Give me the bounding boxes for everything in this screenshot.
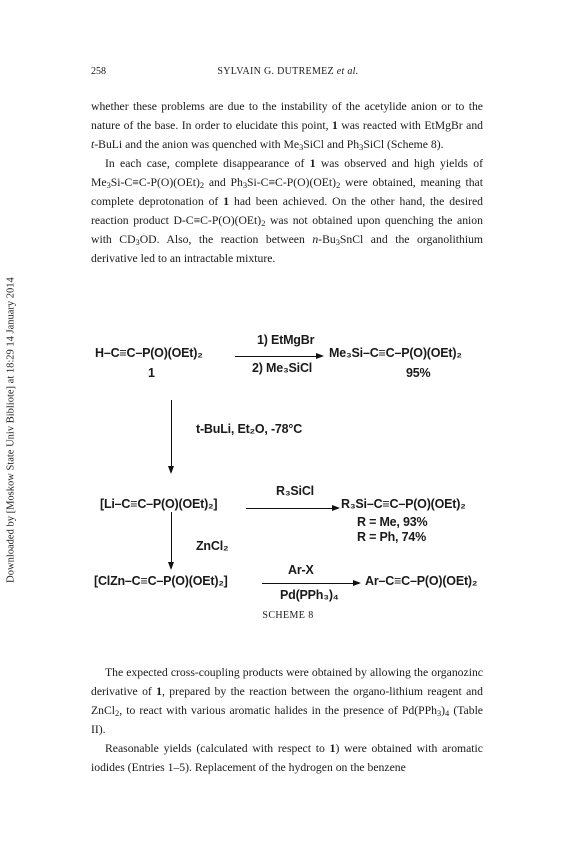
compound-label-1: 1 xyxy=(148,366,155,380)
vert1-reagent: t-BuLi, Et₂O, -78°C xyxy=(196,422,303,436)
row3-product: Ar–C≡C–P(O)(OEt)₂ xyxy=(365,574,478,588)
row2-reactant: [Li–C≡C–P(O)(OEt)₂] xyxy=(100,497,218,511)
download-notice: Downloaded by [Moskow State Univ Bibliote] at 18:29 14 January 2014 xyxy=(5,277,17,583)
paragraph-2: In each case, complete disappearance of 1 was observed and high yields of $Me_3Si-C\equiv C-P(O)(OEt)_2$ and $Ph_3Si-C\equiv C-P(O)(OEt)_2$ were obtained, meaning that complete deprotonation of 1 had been achieved. On the other hand, the desired reaction product $D-C\equiv C-P(O)(OEt)_2$ was not obtained upon quenching the anion with $CD_3OD$. Also, the reaction between $n-Bu_3SnCl$ and the organolithium derivative led to an intractable mixture. xyxy=(91,157,483,265)
row2-result-2: R = Ph, 74% xyxy=(357,530,427,544)
row3-arrow xyxy=(262,583,359,584)
vert2-reagent: ZnCl₂ xyxy=(196,539,229,553)
paragraph-4: Reasonable yields (calculated with respect to 1) were obtained with aromatic iodides (Entries 1–5). Replacement of the hydrogen on the benzene xyxy=(91,742,483,774)
row2-product: R₃Si–C≡C–P(O)(OEt)₂ xyxy=(341,497,466,511)
paragraph-1: whether these problems are due to the instability of the acetylide anion or to the nature of the base. In order to elucidate this point, 1 was reacted with EtMgBr and t-BuLi and the anion was quenched with $Me_3SiCl$ and $Ph_3SiCl$ (Scheme 8). xyxy=(91,100,484,153)
row2-result-1: R = Me, 93% xyxy=(357,515,428,529)
vertical-arrow-1 xyxy=(171,400,172,472)
row1-product: Me₃Si–C≡C–P(O)(OEt)₂ xyxy=(329,346,462,360)
row1-reagent-1: 1) EtMgBr xyxy=(257,333,315,347)
vertical-arrow-2 xyxy=(171,512,172,568)
row1-reagent-2: 2) Me₃SiCl xyxy=(252,361,313,375)
row3-reactant: [ClZn–C≡C–P(O)(OEt)₂] xyxy=(94,574,228,588)
row3-reagent-2: Pd(PPh₃)₄ xyxy=(280,588,339,602)
row1-yield: 95% xyxy=(406,366,431,380)
row2-arrow xyxy=(246,508,338,509)
running-head: SYLVAIN G. DUTREMEZ et al. xyxy=(217,66,359,77)
paragraph-3: The expected cross-coupling products were obtained by allowing the organozinc derivative of 1, prepared by the reaction between the organo-lithium reagent and ZnCl$_2$, to react with various aromatic halides in the presence of $Pd(PPh_3)_4$ (Table II). xyxy=(91,666,483,736)
row1-arrow xyxy=(235,356,322,357)
row2-reagent: R₃SiCl xyxy=(276,484,314,498)
body-text-bottom xyxy=(91,663,483,777)
row3-reagent-1: Ar-X xyxy=(288,563,314,577)
page-number: 258 xyxy=(91,66,106,77)
scheme-caption: SCHEME 8 xyxy=(262,610,314,621)
row1-reactant: H–C≡C–P(O)(OEt)₂ xyxy=(95,346,203,360)
